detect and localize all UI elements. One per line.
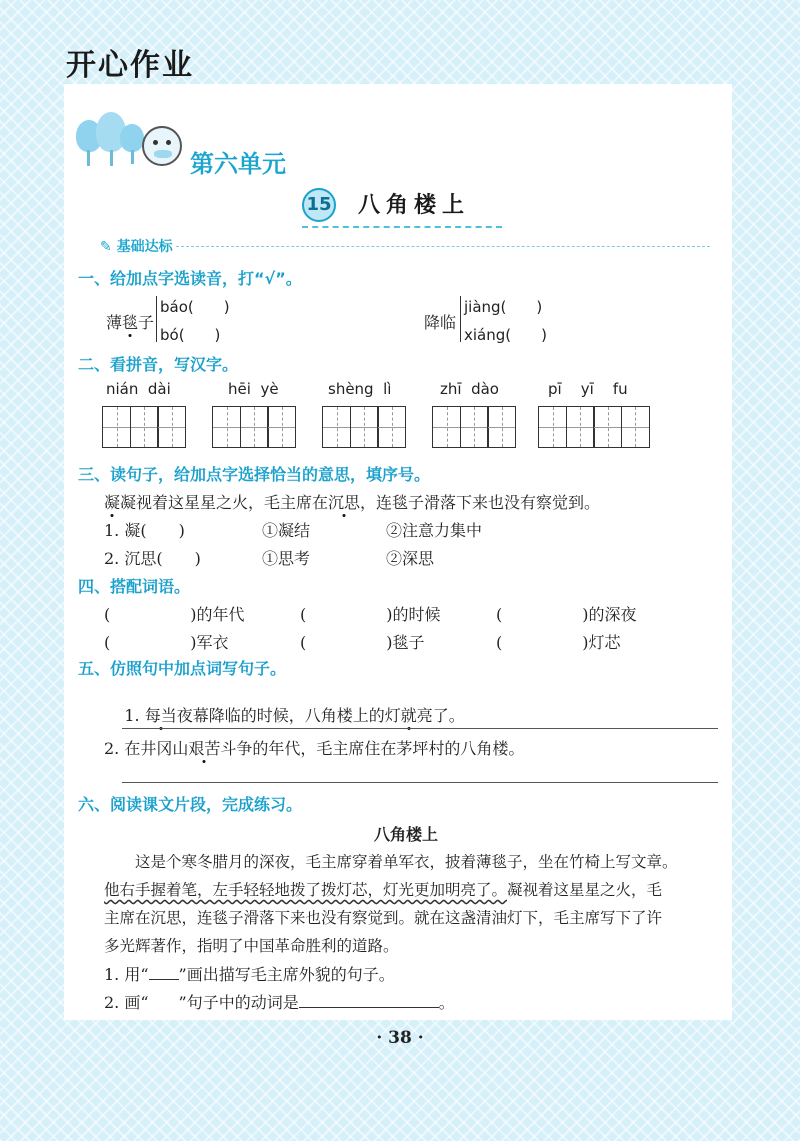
passage-line-2: 他右手握着笔，左手轻轻地拨了拨灯芯，灯光更加明亮了。凝视着这星星之火，毛 xyxy=(104,881,663,899)
q5-answer-line-1[interactable] xyxy=(122,728,718,729)
q4-blank-4[interactable]: ( )军衣 xyxy=(104,633,229,652)
q3-heading: 三、读句子，给加点字选择恰当的意思，填序号。 xyxy=(78,465,431,484)
q2-writing-grid-1[interactable] xyxy=(102,406,186,448)
q1-word1-option2: bó( ) xyxy=(160,326,221,344)
q1-brace-1 xyxy=(156,296,157,342)
title-underline xyxy=(302,226,502,228)
q2-heading: 二、看拼音，写汉字。 xyxy=(78,355,239,374)
section-tag: ✎ 基础达标 xyxy=(100,239,173,255)
q2-pinyin-2: hēi yè xyxy=(228,380,279,398)
passage-line-1: 这是个寒冬腊月的深夜，毛主席穿着单军衣，披着薄毯子，坐在竹椅上写文章。 xyxy=(104,853,678,871)
q6-exercise-2-blank[interactable] xyxy=(299,1007,439,1008)
q6-exercise-2: 2. 画“ ”句子中的动词是 。 xyxy=(104,993,455,1012)
q1-brace-2 xyxy=(460,296,461,342)
q2-pinyin-5: pī yī fu xyxy=(548,380,628,398)
q3-item2-option-b: ②深思 xyxy=(386,549,435,568)
q1-word1-option1: báo( ) xyxy=(160,298,230,316)
q3-item2-option-a: ①思考 xyxy=(262,549,311,568)
lesson-number-badge: 15 xyxy=(302,188,336,222)
q4-blank-3[interactable]: ( )的深夜 xyxy=(496,605,637,624)
q3-sentence: 凝凝视着这星星之火，毛主席在沉思，连毯子滑落下来也没有察觉到。 xyxy=(104,490,600,513)
passage-line-3: 主席在沉思，连毯子滑落下来也没有察觉到。就在这盏清油灯下，毛主席写下了许 xyxy=(104,909,663,927)
q5-heading: 五、仿照句中加点词写句子。 xyxy=(78,659,287,678)
q5-sentence-2: 2. 在井冈山艰苦斗争的年代，毛主席住在茅坪村的八角楼。 xyxy=(104,736,524,759)
q6-heading: 六、阅读课文片段，完成练习。 xyxy=(78,795,303,814)
q2-writing-grid-2[interactable] xyxy=(212,406,296,448)
q3-item1-option-b: ②注意力集中 xyxy=(386,521,483,540)
q2-writing-grid-4[interactable] xyxy=(432,406,516,448)
q1-word2-option2: xiáng( ) xyxy=(464,326,547,344)
q1-heading: 一、给加点字选读音，打“√”。 xyxy=(78,269,302,288)
q4-blank-1[interactable]: ( )的年代 xyxy=(104,605,245,624)
q2-pinyin-4: zhī dào xyxy=(440,380,499,398)
q2-pinyin-3: shèng lì xyxy=(328,380,392,398)
q3-item1-option-a: ①凝结 xyxy=(262,521,311,540)
q5-sentence-1: 1. 每当夜幕降临的时候，八角楼上的灯就亮了。 xyxy=(104,684,465,745)
cow-mascot-icon xyxy=(142,126,182,166)
q2-writing-grid-3[interactable] xyxy=(322,406,406,448)
passage-line-4: 多光辉著作，指明了中国革命胜利的道路。 xyxy=(104,937,399,955)
header-title: 开心作业 xyxy=(66,48,194,83)
page-number: · 38 · xyxy=(376,1028,424,1048)
q6-exercise-1: 1. 用“ ”画出描写毛主席外貌的句子。 xyxy=(104,965,395,984)
q5-answer-line-2[interactable] xyxy=(122,782,718,783)
unit-title: 第六单元 xyxy=(190,150,286,178)
q4-blank-6[interactable]: ( )灯芯 xyxy=(496,633,621,652)
q2-pinyin-1: nián dài xyxy=(106,380,171,398)
q4-blank-2[interactable]: ( )的时候 xyxy=(300,605,441,624)
q1-word1: 薄毯子 xyxy=(106,310,154,333)
q3-item1: 1. 凝( ) xyxy=(104,521,185,540)
q2-writing-grid-5[interactable] xyxy=(538,406,650,448)
q3-item2: 2. 沉思( ) xyxy=(104,549,201,568)
q4-heading: 四、搭配词语。 xyxy=(78,577,191,596)
passage-title: 八角楼上 xyxy=(374,825,439,844)
worksheet-page xyxy=(64,84,732,1020)
q1-word2-option1: jiàng( ) xyxy=(464,298,543,316)
q4-blank-5[interactable]: ( )毯子 xyxy=(300,633,425,652)
lesson-title: 八角楼上 xyxy=(358,193,471,218)
pencil-icon: ✎ xyxy=(100,239,112,255)
q1-word2: 降临 xyxy=(424,313,457,332)
section-divider xyxy=(176,246,710,247)
